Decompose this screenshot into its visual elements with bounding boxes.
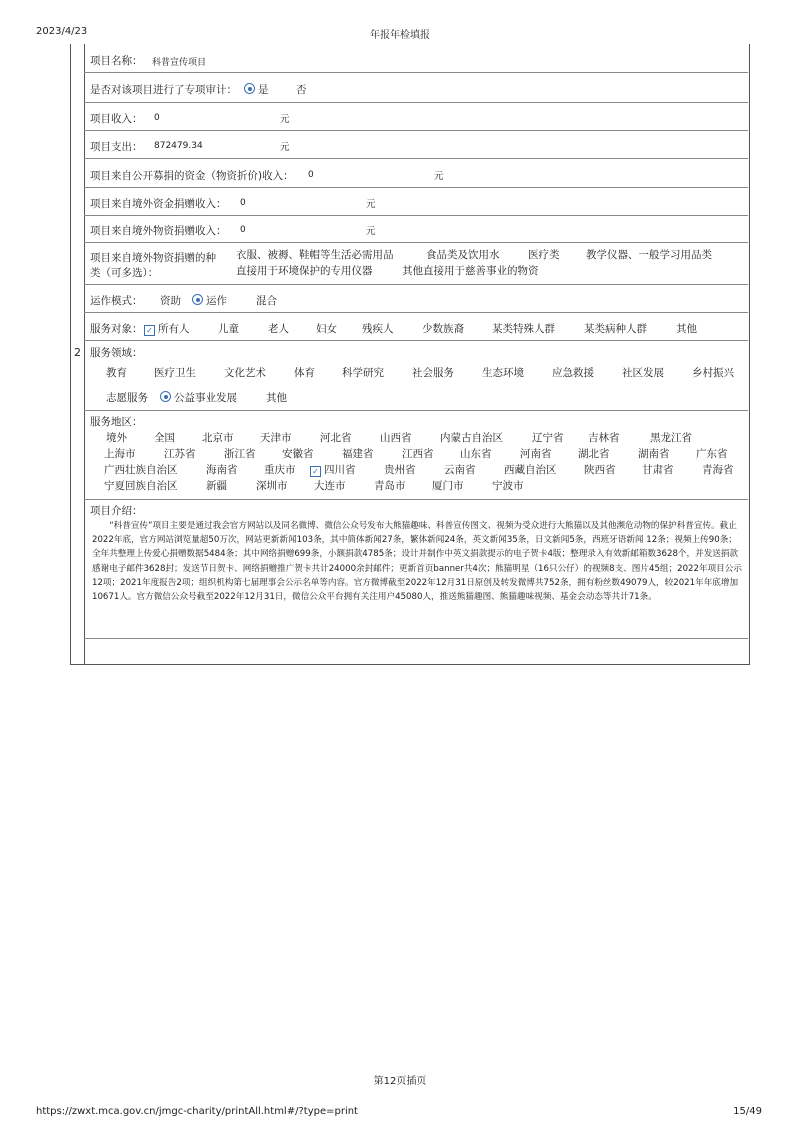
foreign-fund-row — [84, 188, 748, 216]
service-target-row — [84, 313, 748, 341]
field-option[interactable]: 志愿服务 — [106, 392, 148, 404]
service-field-row — [84, 341, 748, 411]
area-option[interactable]: 山东省 — [460, 448, 492, 460]
area-option[interactable]: 新疆 — [206, 480, 227, 492]
area-option[interactable]: 山西省 — [380, 432, 412, 444]
checkbox-checked-icon: ✓ — [144, 325, 155, 336]
area-option[interactable]: 陕西省 — [584, 464, 616, 476]
area-option[interactable]: 上海市 — [104, 448, 136, 460]
field-option[interactable]: 社区发展 — [622, 367, 664, 379]
area-option[interactable]: 内蒙古自治区 — [440, 432, 503, 444]
area-option[interactable]: 浙江省 — [224, 448, 256, 460]
target-option[interactable]: 其他 — [676, 323, 697, 335]
audit-no-radio[interactable]: 否 — [296, 84, 307, 96]
field-option[interactable]: 文化艺术 — [224, 367, 266, 379]
area-option[interactable]: 湖北省 — [578, 448, 610, 460]
checkbox-checked-icon: ✓ — [310, 466, 321, 477]
goods-type-label-line2: 类（可多选）： — [90, 267, 159, 279]
area-option[interactable]: 天津市 — [260, 432, 292, 444]
field-option[interactable]: 科学研究 — [342, 367, 384, 379]
foreign-fund-label: 项目来自境外资金捐赠收入： — [90, 198, 227, 210]
goods-type-option[interactable]: 衣服、被褥、鞋帽等生活必需用品 — [236, 249, 394, 261]
public-income-value: 0 — [308, 170, 314, 180]
area-option[interactable]: 境外 — [106, 432, 127, 444]
operation-mode-row — [84, 285, 748, 313]
goods-type-option[interactable]: 教学仪器、一般学习用品类 — [586, 249, 712, 261]
field-option[interactable]: 教育 — [106, 367, 127, 379]
audit-yes-radio[interactable]: 是 — [244, 82, 269, 97]
service-area-row — [84, 411, 748, 500]
radio-selected-icon — [244, 83, 255, 94]
target-option[interactable]: 某类特殊人群 — [492, 323, 555, 335]
radio-selected-icon — [192, 294, 203, 305]
service-area-label: 服务地区： — [90, 416, 143, 428]
expense-value: 872479.34 — [154, 141, 203, 151]
radio-selected-icon — [160, 391, 171, 402]
field-option[interactable]: 医疗卫生 — [154, 367, 196, 379]
area-option[interactable]: 深圳市 — [256, 480, 288, 492]
project-name-value: 科普宣传项目 — [152, 58, 207, 68]
goods-type-row — [84, 243, 748, 285]
area-option[interactable]: 江西省 — [402, 448, 434, 460]
area-option[interactable]: 福建省 — [342, 448, 374, 460]
foreign-goods-unit: 元 — [366, 226, 376, 237]
field-option[interactable]: 乡村振兴 — [692, 367, 734, 379]
foreign-goods-value: 0 — [240, 225, 246, 235]
page-title: 年报年检填报 — [370, 30, 430, 41]
area-option[interactable]: 贵州省 — [384, 464, 416, 476]
page-number: 15/49 — [733, 1106, 762, 1117]
mode-option-mixed[interactable]: 混合 — [256, 295, 277, 307]
row-number: 2 — [74, 346, 81, 359]
field-option-public-welfare[interactable]: 公益事业发展 — [160, 390, 237, 405]
target-option[interactable]: 妇女 — [316, 323, 337, 335]
goods-type-option[interactable]: 其他直接用于慈善事业的物资 — [402, 265, 539, 277]
target-option[interactable]: 儿童 — [218, 323, 239, 335]
project-intro-label: 项目介绍： — [90, 505, 143, 517]
area-option[interactable]: 青海省 — [702, 464, 734, 476]
target-option[interactable]: 某类病种人群 — [584, 323, 647, 335]
income-label: 项目收入： — [90, 113, 143, 125]
audit-label: 是否对该项目进行了专项审计： — [90, 84, 237, 96]
print-date: 2023/4/23 — [36, 26, 88, 37]
area-option[interactable]: 西藏自治区 — [504, 464, 557, 476]
project-name-row — [84, 44, 748, 73]
area-option[interactable]: 海南省 — [206, 464, 238, 476]
area-option[interactable]: 黑龙江省 — [650, 432, 692, 444]
area-option[interactable]: 重庆市 — [264, 464, 296, 476]
area-option[interactable]: 湖南省 — [638, 448, 670, 460]
target-option[interactable]: 少数族裔 — [422, 323, 464, 335]
expense-unit: 元 — [280, 142, 290, 153]
area-option[interactable]: 辽宁省 — [532, 432, 564, 444]
target-option[interactable]: 残疾人 — [362, 323, 394, 335]
foreign-goods-label: 项目来自境外物资捐赠收入： — [90, 225, 227, 237]
income-value: 0 — [154, 113, 160, 123]
field-option[interactable]: 应急救援 — [552, 367, 594, 379]
income-row — [84, 103, 748, 131]
area-option[interactable]: 甘肃省 — [642, 464, 674, 476]
expense-row — [84, 131, 748, 159]
public-income-unit: 元 — [434, 171, 444, 182]
audit-row — [84, 73, 748, 103]
area-option[interactable]: 北京市 — [202, 432, 234, 444]
target-option[interactable]: 老人 — [268, 323, 289, 335]
area-option[interactable]: 吉林省 — [588, 432, 620, 444]
field-option[interactable]: 其他 — [266, 392, 287, 404]
goods-type-option[interactable]: 医疗类 — [528, 249, 560, 261]
area-option[interactable]: 全国 — [154, 432, 175, 444]
foreign-fund-value: 0 — [240, 198, 246, 208]
public-income-row — [84, 159, 748, 188]
area-option[interactable]: 宁波市 — [492, 480, 524, 492]
goods-type-option[interactable]: 直接用于环境保护的专用仪器 — [236, 265, 373, 277]
mode-option-fund[interactable]: 资助 — [160, 295, 181, 307]
area-option[interactable]: 河南省 — [520, 448, 552, 460]
area-option[interactable]: 大连市 — [314, 480, 346, 492]
area-option-sichuan[interactable]: ✓ 四川省 — [310, 462, 356, 477]
foreign-fund-unit: 元 — [366, 199, 376, 210]
service-field-label: 服务领域： — [90, 347, 143, 359]
area-option[interactable]: 河北省 — [320, 432, 352, 444]
expense-label: 项目支出： — [90, 141, 143, 153]
area-option[interactable]: 广东省 — [696, 448, 728, 460]
income-unit: 元 — [280, 114, 290, 125]
page-footer-label: 第12页插页 — [373, 1076, 427, 1087]
target-option-all[interactable]: ✓ 所有人 — [144, 321, 190, 336]
field-option[interactable]: 生态环境 — [482, 367, 524, 379]
area-option[interactable]: 青岛市 — [374, 480, 406, 492]
page-url: https://zwxt.mca.gov.cn/jmgc-charity/printAll.html#/?type=print — [36, 1106, 358, 1117]
operation-mode-label: 运作模式： — [90, 295, 143, 307]
service-target-label: 服务对象： — [90, 323, 143, 335]
foreign-goods-row — [84, 216, 748, 243]
mode-option-operate[interactable]: 运作 — [192, 293, 227, 308]
project-intro-text: “科普宣传”项目主要是通过我会官方网站以及同名微博、微信公众号发布大熊猫趣味、科普宣传图文、视频为受众进行大熊猫以及其他濒危动物的保护科普宣传。截止2022年底，官方网站浏览量超50万次，网站更新新闻103条，其中简体新闻27条，繁体新闻24条，英文新闻35条，日文新闻5条，西班牙语新闻 12条；视频上传90条；全年共整理上传爱心捐赠数据5484条；其中网络捐赠699条，小额捐款4785条；设计并制作中英文捐款提示的电子贺卡4版；整理录入有效新邮箱数3628个，并发送捐款感谢电子邮件3628封；发送节日贺卡、网络捐赠推广贺卡共计24000余封邮件；更新首页banner共4次；熊猫明星（16只公仔）的视频8支、图片45组；2022年项目公示12项；2021年度报告2项；组织机构第七届理事会公示名单等内容。官方微博截至2022年12月31日原创及转发微博共752条，拥有粉丝数49079人，较2021年年底增加10671人。官方微信公众号截至2022年12月31日，微信公众平台拥有关注用户45080人，推送熊猫趣图、熊猫趣味视频、基金会动态等共计71条。 — [92, 521, 742, 603]
field-option[interactable]: 体育 — [294, 367, 315, 379]
goods-type-option[interactable]: 食品类及饮用水 — [426, 249, 500, 261]
goods-type-label-line1: 项目来自境外物资捐赠的种 — [90, 252, 216, 264]
public-income-label: 项目来自公开募捐的资金（物资折价)收入： — [90, 170, 294, 182]
field-option[interactable]: 社会服务 — [412, 367, 454, 379]
area-option[interactable]: 云南省 — [444, 464, 476, 476]
area-option[interactable]: 广西壮族自治区 — [104, 464, 178, 476]
project-name-label: 项目名称： — [90, 55, 143, 67]
area-option[interactable]: 安徽省 — [282, 448, 314, 460]
area-option[interactable]: 宁夏回族自治区 — [104, 480, 178, 492]
area-option[interactable]: 厦门市 — [432, 480, 464, 492]
area-option[interactable]: 江苏省 — [164, 448, 196, 460]
